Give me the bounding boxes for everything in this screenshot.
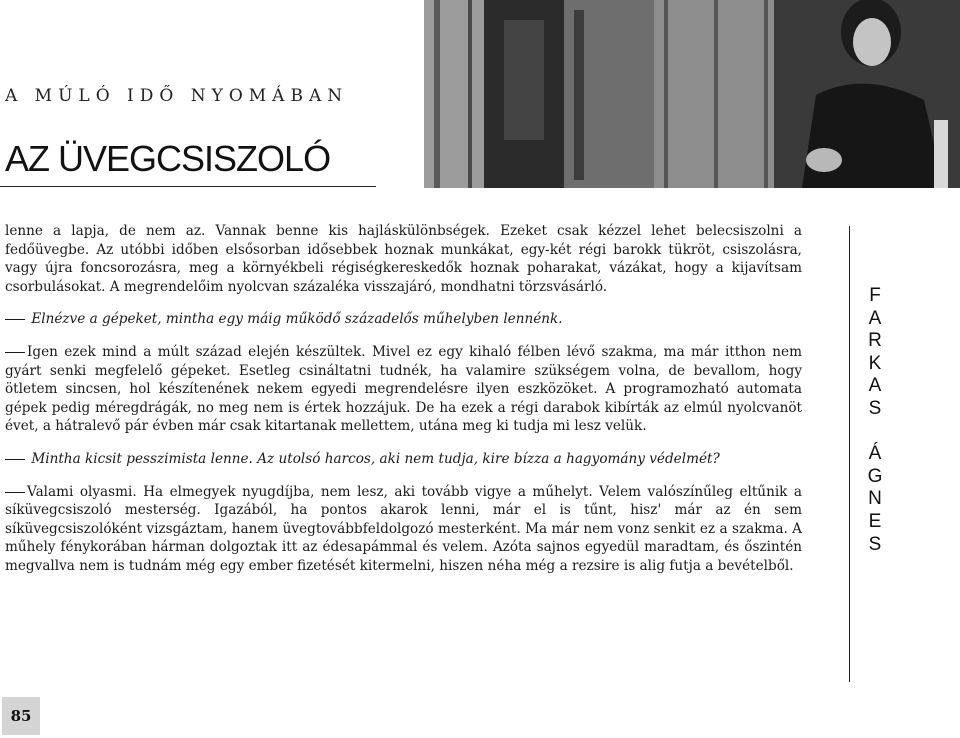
author-letter: F [869,285,881,306]
article-title: AZ ÜVEGCSISZOLÓ [5,138,331,179]
em-dash [5,492,25,493]
author-spacer [860,421,890,444]
header-photo [424,0,960,188]
title-rule [0,186,376,187]
sidebar-rule [849,226,850,682]
author-letter: N [868,488,882,510]
answer-text: Valami olyasmi. Ha elmegyek nyugdíjba, nem lesz, aki tovább vigye a műhelyt. Velem valószínűleg eltűnik a síküvegcsiszoló mesterség. Igazából, ha pontos akarok lenni, már el is tűnt, hisz' már az én sem síküvegcsiszolóként vizsgáztam, hanem üvegtovábbfeldolgozó mesterként. Ma már nem vonz senkit ez a szakma. A műhely fénykorában hárman dolgoztak itt az édesapámmal és velem. Azóta sajnos egyedül maradtam, és őszintén megvallva nem is tudnám még egy ember fizetését kitermelni, hiszen néha még a rezsire is alig futja a bevételből. [5,483,802,574]
interview-answer [5,483,802,576]
question-text: Mintha kicsit pesszimista lenne. Az utolsó harcos, aki nem tudja, kire bízza a hagyomány védelmét? [31,450,720,467]
author-letter: R [868,330,882,352]
interview-question [5,450,802,469]
em-dash [5,319,25,320]
author-letter: A [868,375,882,397]
interview-answer [5,343,802,436]
question-text: Elnézve a gépeket, mintha egy máig működő századelős műhelyben lennénk. [31,311,563,328]
page-number: 85 [2,697,40,735]
author-letter: S [868,533,882,555]
author-name-vertical [860,285,890,556]
em-dash [5,459,25,460]
paragraph-intro: lenne a lapja, de nem az. Vannak benne kis hajláskülönbségek. Ezeket csak kézzel lehet belecsiszolni a fedőüvegbe. Az utóbbi időben elsősorban idősebbek hoznak munkákat, egy-két régi barokk tükröt, csiszolásra, vagy újra foncsorozásra, meg a környékbeli régiségkereskedők hoznak poharakat, vázákat, hogy a kijavítsam csorbulásokat. A megrendelőim nyolcvan százaléka visszajáró, mondhatni törzsvásárló. [5,223,802,295]
em-dash [5,352,25,353]
article-body [5,222,802,576]
author-letter: E [868,510,882,532]
author-letter: Á [868,443,882,465]
author-letter: G [867,465,883,487]
interview-question [5,310,802,329]
author-letter: S [868,397,882,419]
author-letter: K [868,352,882,374]
author-letter: A [868,307,882,329]
answer-text: Igen ezek mind a múlt század elején készültek. Mivel ez egy kihaló félben lévő szakma, ma már itthon nem gyárt senki megfelelő gépeket. Esetleg csináltatni tudnék, ha valamire szükségem volna, de bevallom, hogy ötletem sincsen, hol készítenének nekem egyedi megrendelésre ilyen eszközöket. A programozható automata gépek pedig méregdrágák, no meg nem is értek hozzájuk. De ha ezek a régi darabok kibírták az elmúl nyolcvanöt évet, a hátralevő pár évben már csak kitartanak mellettem, utána meg ki tudja mi lesz velük. [5,343,802,435]
section-kicker: A MÚLÓ IDŐ NYOMÁBAN [5,86,349,106]
